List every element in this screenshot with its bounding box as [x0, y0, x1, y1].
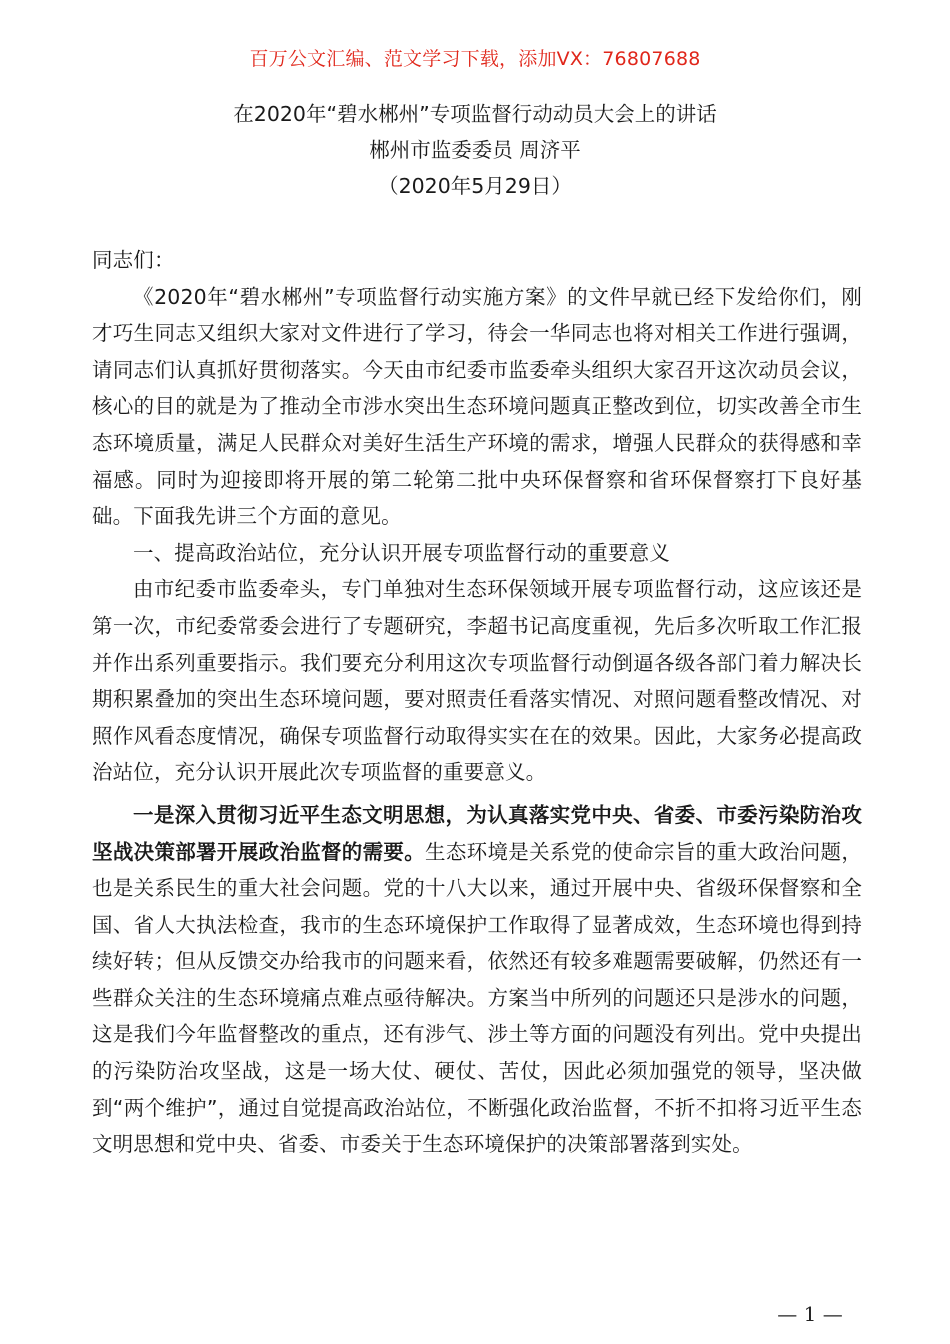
document-body [92, 242, 862, 1163]
paragraph-section-1: 由市纪委市监委牵头，专门单独对生态环保领域开展专项监督行动，这应该还是第一次，市纪委常委会进行了专题研究，李超书记高度重视，先后多次听取工作汇报并作出系列重要指示。我们要充分利用这次专项监督行动倒逼各级各部门着力解决长期积累叠加的突出生态环境问题，要对照责任看落实情况、对照问题看整改情况、对照作风看态度情况，确保专项监督行动取得实实在在的效果。因此，大家务必提高政治站位，充分认识开展此次专项监督的重要意义。 [92, 577, 862, 785]
watermark-banner: 百万公文汇编、范文学习下载，添加VX：76807688 [249, 48, 701, 70]
document-title: 在2020年“碧水郴州”专项监督行动动员大会上的讲话 [233, 102, 717, 126]
date-line: （2020年5月29日） [378, 174, 572, 198]
paragraph-point-1 [92, 797, 862, 1163]
page-number: — 1 — [777, 1302, 843, 1326]
point-1-lead: 一是深入贯彻习近平生态文明思想，为认真落实党中央、省委、市委污染防治攻坚战决策部署开展政治监督的需要。 [92, 802, 862, 864]
document-header [0, 96, 950, 204]
speaker-line: 郴州市监委委员 周济平 [369, 138, 581, 162]
greeting: 同志们： [92, 248, 175, 272]
paragraph-intro: 《2020年“碧水郴州”专项监督行动实施方案》的文件早就已经下发给你们，刚才巧生同志又组织大家对文件进行了学习，待会一华同志也将对相关工作进行强调，请同志们认真抓好贯彻落实。今天由市纪委市监委牵头组织大家召开这次动员会议，核心的目的就是为了推动全市涉水突出生态环境问题真正整改到位，切实改善全市生态环境质量，满足人民群众对美好生活生产环境的需求，增强人民群众的获得感和幸福感。同时为迎接即将开展的第二轮第二批中央环保督察和省环保督察打下良好基础。下面我先讲三个方面的意见。 [92, 284, 862, 529]
section-heading-1: 一、提高政治站位，充分认识开展专项监督行动的重要意义 [133, 540, 670, 565]
point-1-text: 生态环境是关系党的使命宗旨的重大政治问题，也是关系民生的重大社会问题。党的十八大以来，通过开展中央、省级环保督察和全国、省人大执法检查，我市的生态环境保护工作取得了显著成效，生态环境也得到持续好转；但从反馈交办给我市的问题来看，依然还有较多难题需要破解，仍然还有一些群众关注的生态环境痛点难点亟待解决。方案当中所列的问题还只是涉水的问题，这是我们今年监督整改的重点，还有涉气、涉土等方面的问题没有列出。党中央提出的污染防治攻坚战，这是一场大仗、硬仗、苦仗，因此必须加强党的领导，坚决做到“两个维护”，通过自觉提高政治站位，不断强化政治监督，不折不扣将习近平生态文明思想和党中央、省委、市委关于生态环境保护的决策部署落到实处。 [92, 839, 862, 1157]
